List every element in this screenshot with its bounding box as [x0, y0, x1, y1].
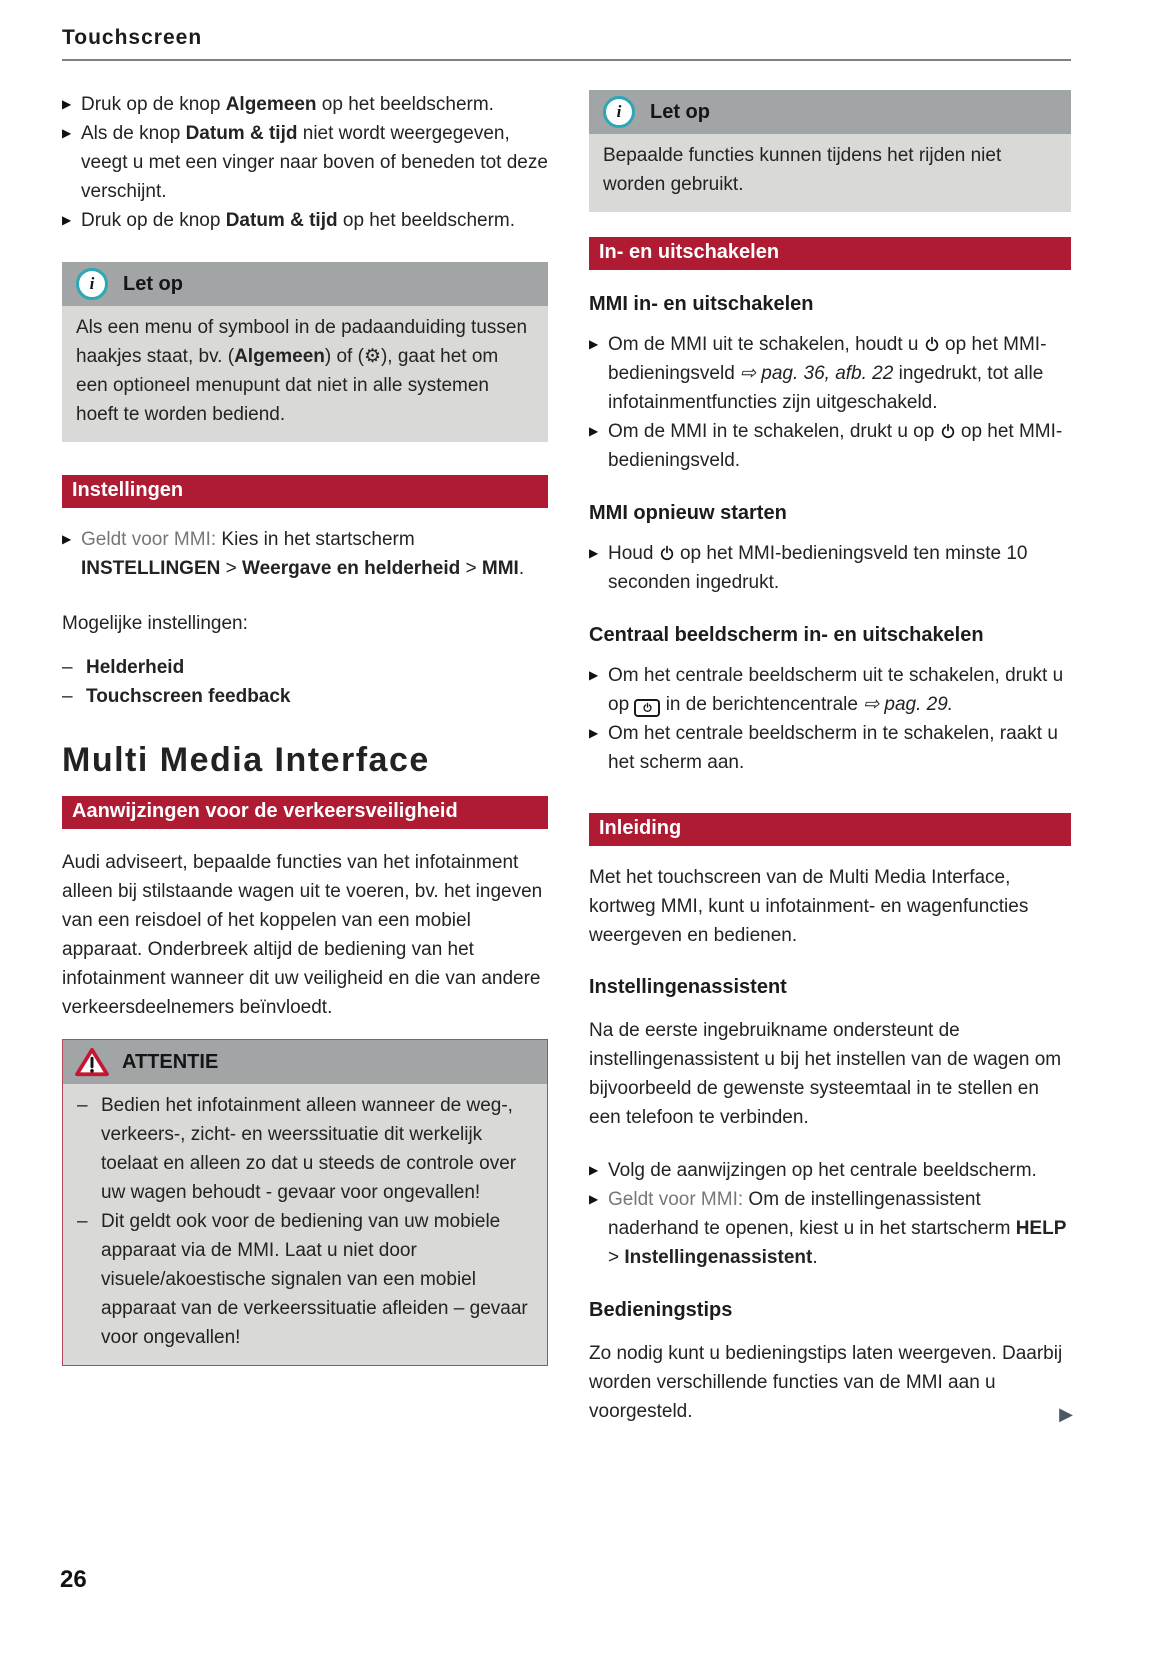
text-run: > — [608, 1247, 625, 1268]
text-run: ), gaat het om een optioneel menupunt dat niet in alle systemen hoeft te worden bediend. — [76, 346, 499, 425]
assistant-paragraph: Na de eerste ingebruikname ondersteunt de instellingenassistent u bij het instellen van de wagen om bijvoorbeeld de gewenste systeemtaal in te stellen en een telefoon te verbinden. — [589, 1020, 1062, 1128]
text-run: Als een menu of symbool in de padaanduiding tussen haakjes staat, bv. ( — [76, 317, 528, 367]
power-icon — [940, 423, 956, 439]
text-run: Om het centrale beeldscherm in te schakelen, raakt u het scherm aan. — [608, 723, 1058, 773]
note-title: Let op — [123, 272, 183, 295]
intro-paragraph: Met het touchscreen van de Multi Media Interface, kortweg MMI, kunt u infotainment- en wagenfuncties weergeven en bedienen. — [589, 867, 1029, 946]
text-run: Datum & tijd — [185, 123, 298, 144]
list-item-text — [608, 421, 1062, 471]
list-item-text — [608, 665, 1063, 715]
text-run: ⇨ pag. 29. — [863, 694, 954, 715]
text-run: Datum & tijd — [225, 210, 338, 231]
bullet-list — [589, 539, 1071, 597]
list-item-text — [608, 1160, 1037, 1181]
bullet-triangle-icon: ▶ — [589, 424, 599, 438]
text-run: . — [812, 1247, 818, 1268]
bullet-triangle-icon: ▶ — [62, 126, 72, 140]
list-item-text — [608, 723, 1058, 773]
list-item — [589, 330, 1071, 417]
bullet-triangle-icon: ▶ — [589, 668, 599, 682]
list-item — [589, 1185, 1071, 1272]
warning-items-list — [77, 1091, 533, 1352]
text-run: Druk op de knop — [81, 94, 226, 115]
list-item-text — [81, 210, 515, 231]
note-header — [62, 262, 548, 306]
subsection-heading: Bedieningstips — [589, 1299, 733, 1321]
text-run: Om de instellingenassistent naderhand te openen, kiest u in het startscherm — [608, 1189, 1016, 1239]
section-header-inleiding: Inleiding — [589, 813, 1071, 846]
text-run: . — [518, 558, 525, 579]
option-label: Touchscreen feedback — [86, 686, 291, 707]
list-item-text — [81, 529, 524, 579]
text-run: Algemeen — [225, 94, 317, 115]
right-column — [589, 90, 1071, 1426]
left-column — [62, 90, 548, 1426]
subsection-heading: Instellingenassistent — [589, 976, 787, 998]
note-box-general — [62, 262, 548, 442]
list-item — [77, 1207, 533, 1352]
section-header-instellingen: Instellingen — [62, 475, 548, 508]
text-run: Om de MMI uit te schakelen, houdt u — [608, 334, 924, 355]
list-item-text — [81, 94, 494, 115]
text-run: > — [220, 558, 242, 579]
bullet-triangle-icon: ▶ — [62, 97, 72, 111]
list-item — [77, 1091, 533, 1207]
dash-icon: – — [62, 657, 73, 678]
bullet-triangle-icon: ▶ — [589, 726, 599, 740]
text-run: op het MMI-bedieningsveld — [608, 334, 1047, 384]
text-run: op het beeldscherm. — [337, 210, 516, 231]
page-title: Touchscreen — [62, 26, 203, 49]
text-run: MMI — [481, 558, 519, 579]
text-run: Instellingenassistent — [624, 1247, 813, 1268]
list-item — [589, 417, 1071, 475]
text-run: ingedrukt, tot alle infotainmentfuncties zijn uitgeschakeld. — [608, 363, 1044, 413]
continuation-arrow-icon: ▶ — [1059, 1404, 1073, 1424]
safety-paragraph: Audi adviseert, bepaalde functies van het infotainment alleen bij stilstaande wagen uit te voeren, bv. het ingeven van een reisdoel of het koppelen van een mobiel apparaat. Onderbreek altijd de bediening van het infotainment wanneer dit uw veiligheid en die van andere verkeersdeelnemers beïnvloedt. — [62, 852, 543, 1018]
subsection-heading: Centraal beeldscherm in- en uitschakelen — [589, 624, 984, 646]
page-number: 26 — [60, 1566, 87, 1593]
list-item — [62, 653, 548, 682]
subsection-heading: MMI opnieuw starten — [589, 502, 787, 524]
list-item-text — [81, 123, 548, 202]
text-run: in de berichtencentrale — [660, 694, 864, 715]
settings-intro-text: Mogelijke instellingen: — [62, 613, 248, 634]
bullet-triangle-icon: ▶ — [589, 546, 599, 560]
settings-bullet-list — [62, 525, 548, 583]
tips-paragraph — [589, 1339, 1071, 1426]
text-run: ) of ( — [324, 346, 364, 367]
list-item — [62, 682, 548, 711]
text-run: Geldt voor MMI: — [608, 1189, 744, 1210]
text-run: op het MMI-bedieningsveld ten minste 10 seconden ingedrukt. — [608, 543, 1028, 593]
chapter-heading: Multi Media Interface — [62, 741, 430, 779]
text-run: op het beeldscherm. — [316, 94, 494, 115]
list-item — [589, 539, 1071, 597]
two-column-layout — [62, 90, 1071, 1426]
text-run: Om het centrale beeldscherm uit te schakelen, drukt u op — [608, 665, 1064, 715]
note-body — [62, 306, 548, 442]
list-item — [589, 661, 1071, 719]
bullet-list — [589, 661, 1071, 777]
text-run: ⇨ pag. 36, afb. 22 — [740, 363, 894, 384]
bullet-list — [589, 330, 1071, 475]
note-title: Let op — [650, 100, 710, 123]
text-run: Om de MMI in te schakelen, drukt u op — [608, 421, 940, 442]
text-run: Als de knop — [81, 123, 186, 144]
text-run: Druk op de knop — [81, 210, 226, 231]
text-run: > — [460, 558, 482, 579]
note-body — [589, 134, 1071, 212]
bullet-triangle-icon: ▶ — [589, 1192, 599, 1206]
dash-icon: – — [77, 1211, 88, 1232]
bullet-triangle-icon: ▶ — [62, 213, 72, 227]
bullet-triangle-icon: ▶ — [62, 532, 72, 546]
section-header-verkeersveiligheid: Aanwijzingen voor de verkeersveiligheid — [62, 796, 548, 829]
text-run: Bepaalde functies kunnen tijdens het rijden niet worden gebruikt. — [603, 145, 1002, 195]
dash-icon: – — [62, 686, 73, 707]
warning-body — [63, 1084, 547, 1365]
text-run: Geldt voor MMI: — [81, 529, 217, 550]
text-run: Kies in het startscherm — [216, 529, 415, 550]
text-run: INSTELLINGEN — [81, 558, 221, 579]
text-run: HELP — [1015, 1218, 1067, 1239]
bullet-triangle-icon: ▶ — [589, 337, 599, 351]
warning-title: ATTENTIE — [122, 1050, 219, 1073]
note-box-driving — [589, 90, 1071, 212]
settings-options-list — [62, 653, 548, 711]
text-run: Houd — [608, 543, 659, 564]
info-icon: i — [603, 96, 635, 128]
warning-box — [62, 1039, 548, 1366]
list-item — [62, 206, 548, 235]
display-off-key-icon — [634, 699, 660, 717]
text-run: Weergave en helderheid — [242, 558, 461, 579]
intro-bullet-list — [62, 90, 548, 235]
list-item-text — [608, 334, 1046, 413]
dash-icon: – — [77, 1095, 88, 1116]
tips-paragraph-text: Zo nodig kunt u bedieningstips laten weergeven. Daarbij worden verschillende functies van de MMI aan u voorgesteld. — [589, 1343, 1063, 1422]
text-run: niet wordt weergegeven, veegt u met een vinger naar boven of beneden tot deze verschijnt. — [81, 123, 548, 202]
list-item — [62, 119, 548, 206]
warning-header — [63, 1040, 547, 1084]
list-item — [589, 719, 1071, 777]
power-icon — [659, 545, 675, 561]
text-run: Volg de aanwijzingen op het centrale beeldscherm. — [608, 1160, 1037, 1181]
list-item — [62, 525, 548, 583]
option-label: Helderheid — [86, 657, 185, 678]
title-divider — [62, 59, 1071, 61]
note-header — [589, 90, 1071, 134]
bullet-list — [589, 1156, 1071, 1272]
bullet-triangle-icon: ▶ — [589, 1163, 599, 1177]
warning-item-text: Dit geldt ook voor de bediening van uw mobiele apparaat via de MMI. Laat u niet door visuele/akoestische signalen van een mobiel apparaat van de verkeerssituatie afleiden – gevaar voor ongevallen! — [101, 1211, 528, 1348]
section-header-in-en-uitschakelen: In- en uitschakelen — [589, 237, 1071, 270]
list-item — [589, 1156, 1071, 1185]
power-icon — [924, 336, 940, 352]
warning-item-text: Bedien het infotainment alleen wanneer de weg-, verkeers-, zicht- en weerssituatie dit werkelijk toelaat en alleen zo dat u steeds de controle over uw wagen behoudt - gevaar voor ongevallen! — [101, 1095, 517, 1203]
warning-triangle-icon — [75, 1047, 109, 1077]
gear-icon: ⚙ — [363, 346, 381, 367]
info-icon: i — [76, 268, 108, 300]
list-item-text — [608, 543, 1027, 593]
text-run: op het MMI-bedieningsveld. — [608, 421, 1063, 471]
list-item — [62, 90, 548, 119]
subsection-heading: MMI in- en uitschakelen — [589, 293, 814, 315]
text-run: Algemeen — [234, 346, 325, 367]
list-item-text — [608, 1189, 1066, 1268]
